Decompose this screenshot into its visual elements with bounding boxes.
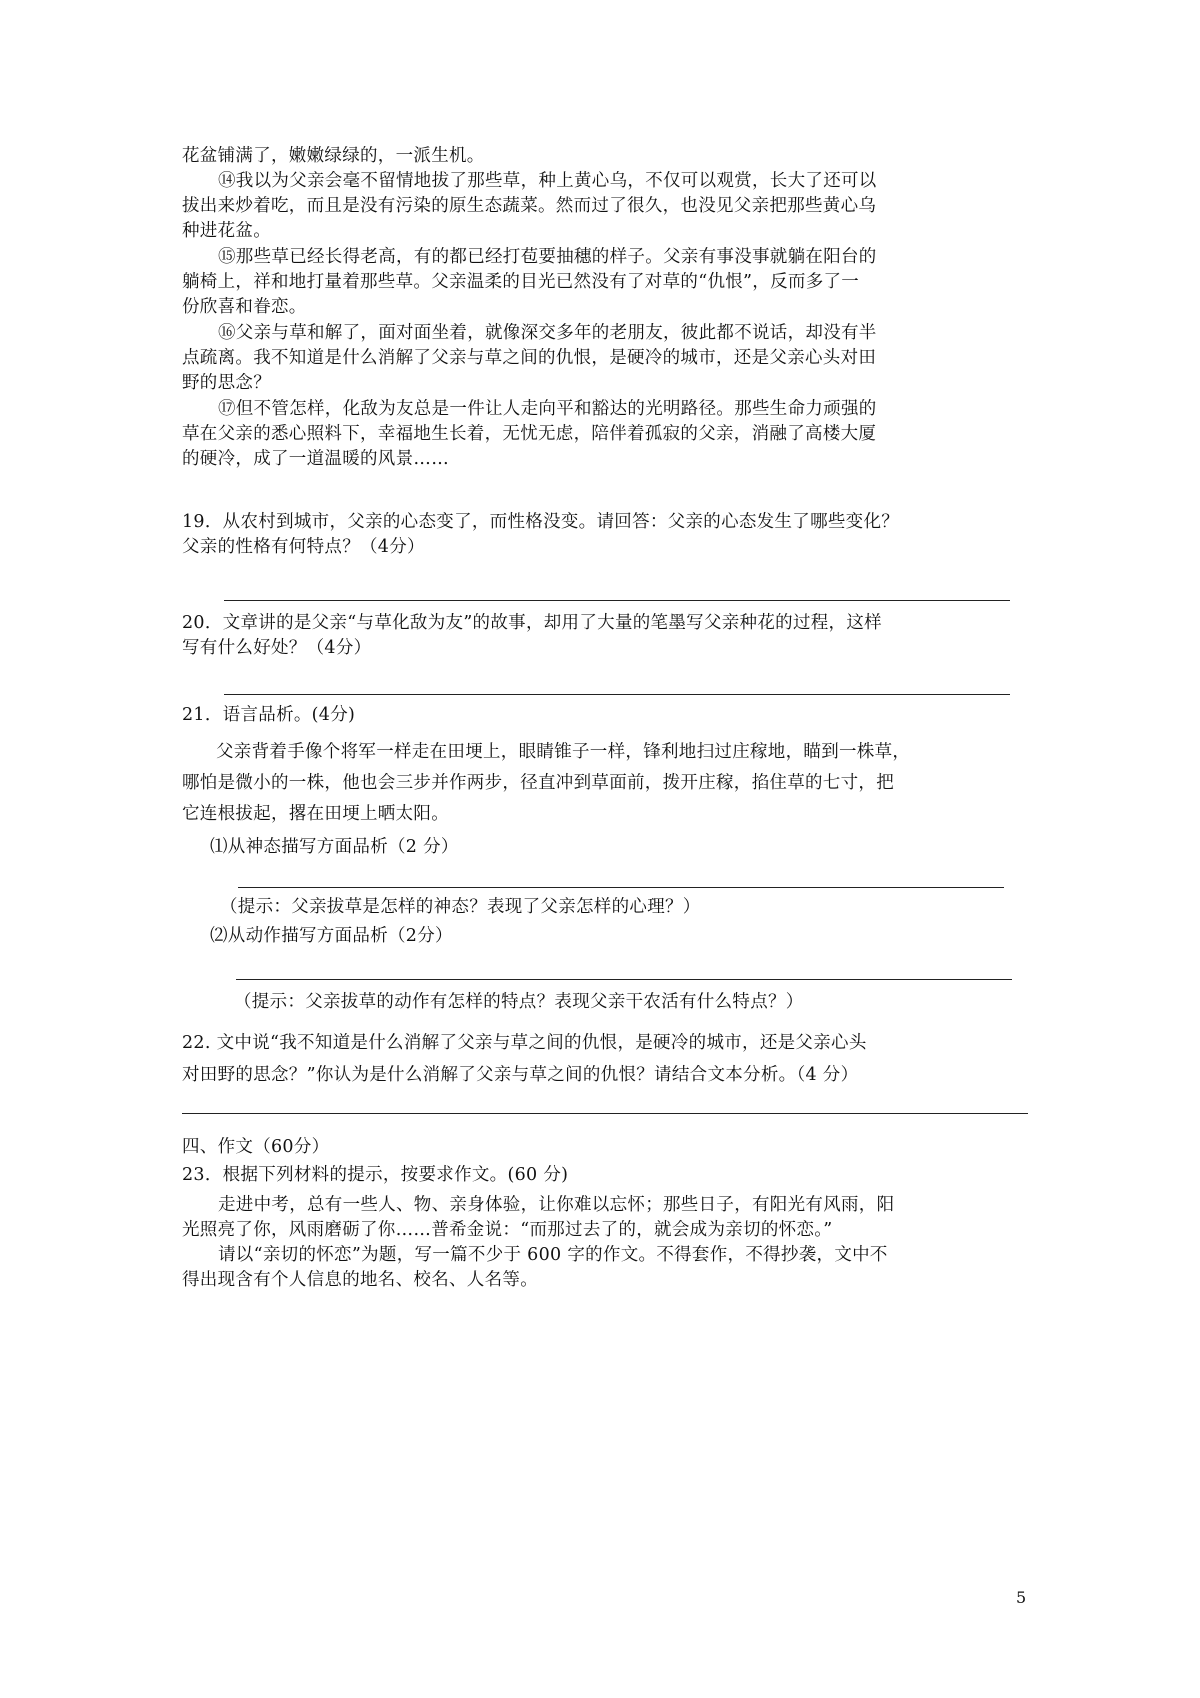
answer-line-19 (224, 600, 1010, 601)
question-21-part-1-hint: （提示：父亲拔草是怎样的神态？表现了父亲怎样的心理？） (220, 897, 701, 917)
passage-line: 的硬冷，成了一道温暖的风景…… (182, 449, 449, 469)
passage-line: ⑯父亲与草和解了，面对面坐着，就像深交多年的老朋友，彼此都不说话，却没有半 (218, 323, 877, 343)
passage-line: 份欣喜和眷恋。 (182, 297, 307, 317)
passage-line: 点疏离。我不知道是什么消解了父亲与草之间的仇恨，是硬冷的城市，还是父亲心头对田 (182, 348, 877, 368)
question-20: 20．文章讲的是父亲“与草化敌为友”的故事，却用了大量的笔墨写父亲种花的过程，这样 (182, 613, 882, 633)
question-21-text: 哪怕是微小的一株，他也会三步并作两步，径直冲到草面前，拨开庄稼，掐住草的七寸，把 (182, 773, 894, 793)
passage-line: 躺椅上，祥和地打量着那些草。父亲温柔的目光已然没有了对草的“仇恨”，反而多了一 (182, 272, 860, 292)
answer-line-22 (182, 1113, 1028, 1114)
passage-line: 花盆铺满了，嫩嫩绿绿的，一派生机。 (182, 146, 485, 166)
passage-line: ⑭我以为父亲会毫不留情地拔了那些草，种上黄心乌，不仅可以观赏，长大了还可以 (218, 171, 877, 191)
question-23-text: 请以“亲切的怀恋”为题，写一篇不少于 600 字的作文。不得套作，不得抄袭，文中不 (218, 1245, 888, 1265)
passage-line: ⑰但不管怎样，化敌为友总是一件让人走向平和豁达的光明路径。那些生命力顽强的 (218, 399, 877, 419)
answer-line-21-1 (238, 887, 1004, 888)
passage-line: 野的思念？ (182, 373, 271, 393)
question-21-part-2: ⑵从动作描写方面品析（2分） (210, 926, 453, 946)
question-19: 19．从农村到城市，父亲的心态变了，而性格没变。请回答：父亲的心态发生了哪些变化？ (182, 512, 900, 532)
page-number: 5 (1016, 1588, 1027, 1607)
question-22: 22. 文中说“我不知道是什么消解了父亲与草之间的仇恨，是硬冷的城市，还是父亲心头 (182, 1033, 867, 1053)
question-21-part-1: ⑴从神态描写方面品析（2 分） (210, 837, 459, 857)
question-22-cont: 对田野的思念？”你认为是什么消解了父亲与草之间的仇恨？请结合文本分析。（4 分） (182, 1065, 859, 1085)
passage-line: 拔出来炒着吃，而且是没有污染的原生态蔬菜。然而过了很久，也没见父亲把那些黄心乌 (182, 196, 877, 216)
passage-line: 草在父亲的悉心照料下，幸福地生长着，无忧无虑，陪伴着孤寂的父亲，消融了高楼大厦 (182, 424, 877, 444)
question-21-title: 21．语言品析。(4分) (182, 705, 356, 725)
question-21-text: 它连根拔起，撂在田埂上晒太阳。 (182, 804, 449, 824)
question-21-text: 父亲背着手像个将军一样走在田埂上，眼睛锥子一样，锋利地扫过庄稼地，瞄到一株草， (216, 742, 911, 762)
question-23-title: 23．根据下列材料的提示，按要求作文。(60 分) (182, 1165, 569, 1185)
question-23-text: 光照亮了你，风雨磨砺了你……普希金说：“而那过去了的，就会成为亲切的怀恋。” (182, 1220, 833, 1240)
answer-line-21-2 (236, 979, 1012, 980)
section-title-composition: 四、作文（60分） (182, 1137, 330, 1157)
question-23-text: 走进中考，总有一些人、物、亲身体验，让你难以忘怀；那些日子，有阳光有风雨，阳 (218, 1195, 895, 1215)
answer-line-20 (224, 694, 1010, 695)
question-20-cont: 写有什么好处？（4分） (182, 638, 372, 658)
question-19-cont: 父亲的性格有何特点？（4分） (182, 537, 425, 557)
passage-line: ⑮那些草已经长得老高，有的都已经打苞要抽穗的样子。父亲有事没事就躺在阳台的 (218, 247, 877, 267)
question-23-text: 得出现含有个人信息的地名、校名、人名等。 (182, 1270, 538, 1290)
question-21-part-2-hint: （提示：父亲拔草的动作有怎样的特点？表现父亲干农活有什么特点？） (234, 992, 804, 1012)
passage-line: 种进花盆。 (182, 221, 271, 241)
